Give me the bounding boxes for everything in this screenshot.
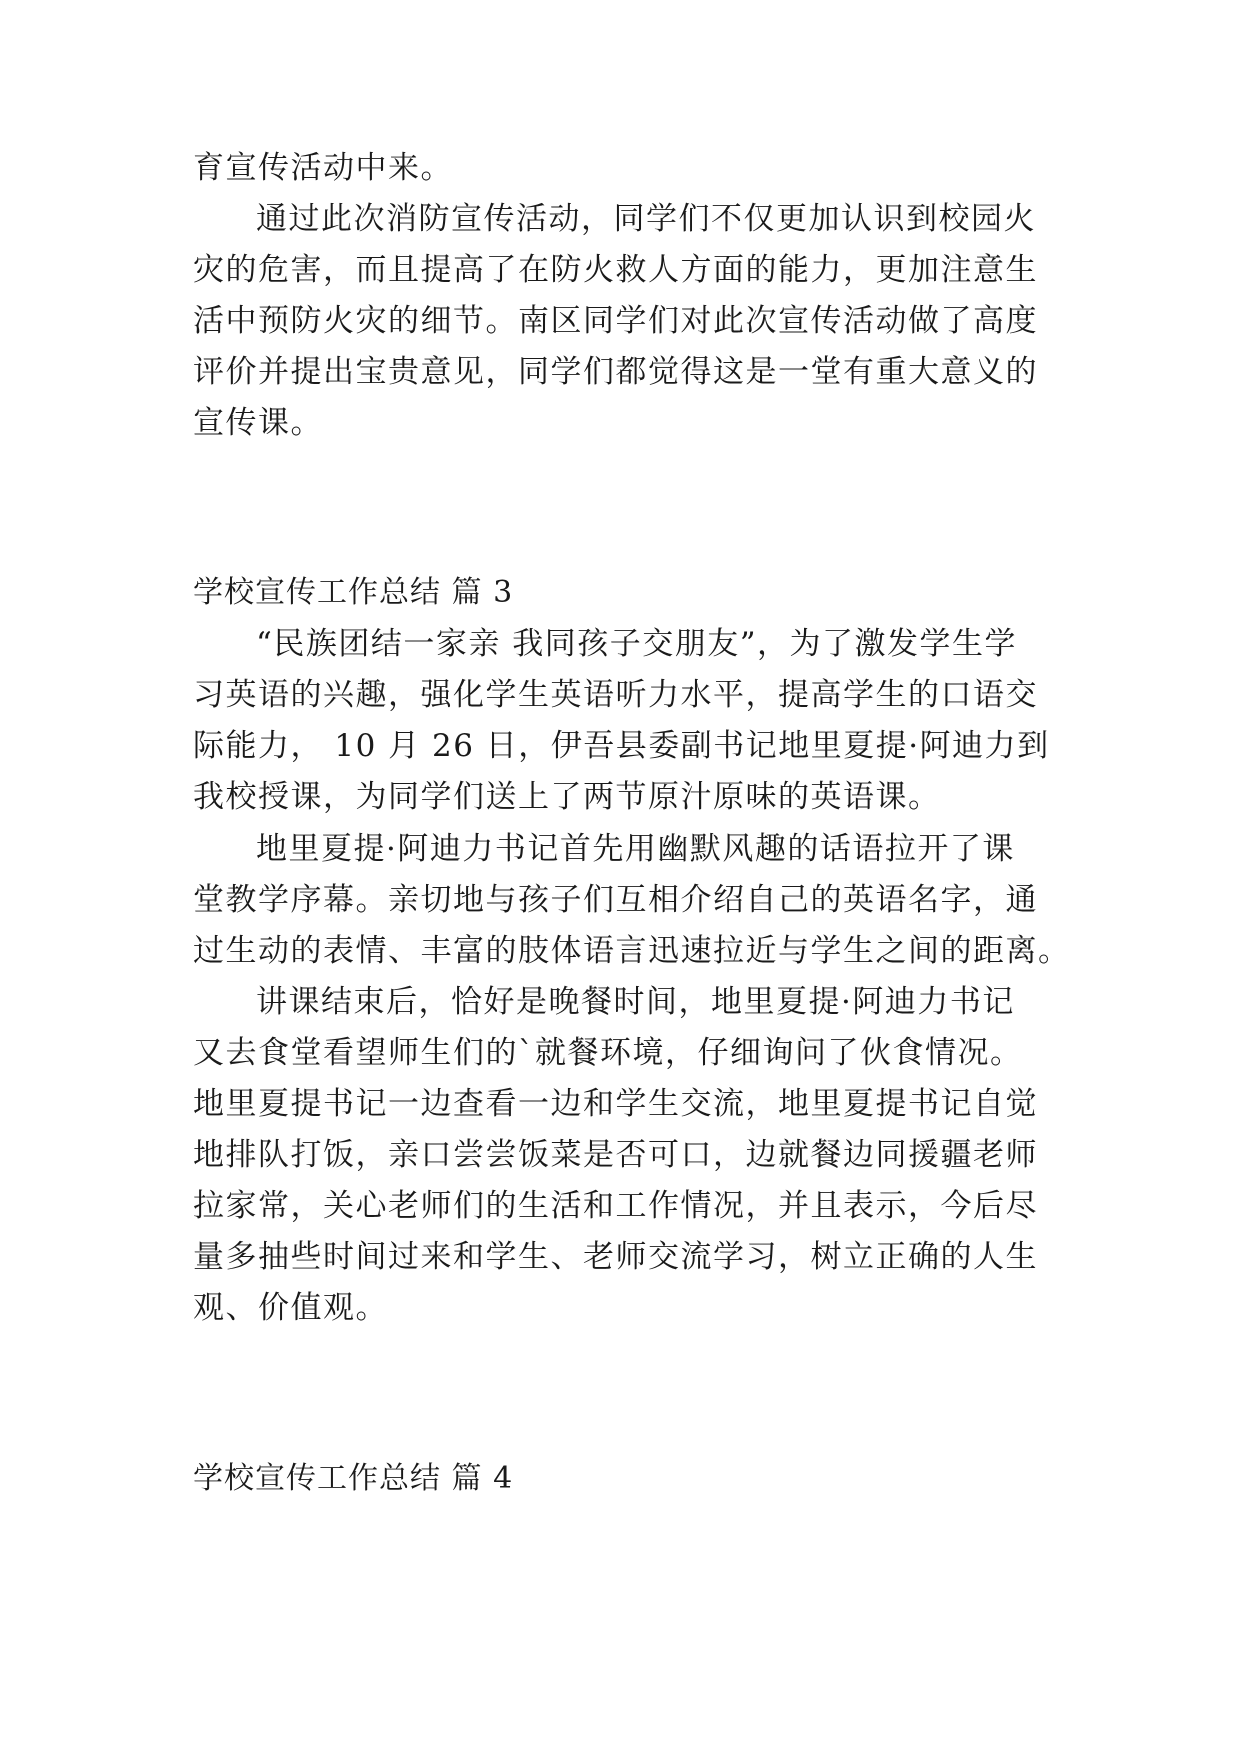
- paragraph-line: “民族团结一家亲 我同孩子交朋友”，为了激发学生学: [256, 626, 1018, 662]
- paragraph-line: 堂教学序幕。亲切地与孩子们互相介绍自己的英语名字，通: [193, 882, 1038, 918]
- paragraph-line: 量多抽些时间过来和学生、老师交流学习，树立正确的人生: [193, 1239, 1038, 1275]
- paragraph-line: 宣传课。: [193, 405, 323, 441]
- section-heading-3: 学校宣传工作总结 篇 3: [193, 575, 514, 610]
- section-heading-4: 学校宣传工作总结 篇 4: [193, 1461, 514, 1496]
- paragraph-line: 又去食堂看望师生们的`就餐环境，仔细询问了伙食情况。: [193, 1035, 1023, 1071]
- paragraph-line: 际能力， 10 月 26 日，伊吾县委副书记地里夏提·阿迪力到: [193, 728, 1050, 764]
- paragraph-line: 观、价值观。: [193, 1290, 388, 1326]
- paragraph-line: 评价并提出宝贵意见，同学们都觉得这是一堂有重大意义的: [193, 354, 1038, 390]
- paragraph-line: 习英语的兴趣，强化学生英语听力水平，提高学生的口语交: [193, 677, 1038, 713]
- paragraph-line: 地里夏提书记一边查看一边和学生交流，地里夏提书记自觉: [193, 1086, 1038, 1122]
- paragraph-line: 讲课结束后，恰好是晚餐时间，地里夏提·阿迪力书记: [256, 984, 1015, 1020]
- paragraph-line: 灾的危害，而且提高了在防火救人方面的能力，更加注意生: [193, 252, 1038, 288]
- paragraph-line: 拉家常，关心老师们的生活和工作情况，并且表示，今后尽: [193, 1188, 1038, 1224]
- paragraph-line: 活中预防火灾的细节。南区同学们对此次宣传活动做了高度: [193, 303, 1038, 339]
- paragraph-line: 过生动的表情、丰富的肢体语言迅速拉近与学生之间的距离。: [193, 933, 1071, 969]
- paragraph-line: 通过此次消防宣传活动，同学们不仅更加认识到校园火: [256, 201, 1036, 237]
- paragraph-line: 我校授课，为同学们送上了两节原汁原味的英语课。: [193, 779, 941, 815]
- paragraph-line: 地排队打饭，亲口尝尝饭菜是否可口，边就餐边同援疆老师: [193, 1137, 1038, 1173]
- paragraph-line: 育宣传活动中来。: [193, 150, 453, 186]
- paragraph-line: 地里夏提·阿迪力书记首先用幽默风趣的话语拉开了课: [256, 831, 1015, 867]
